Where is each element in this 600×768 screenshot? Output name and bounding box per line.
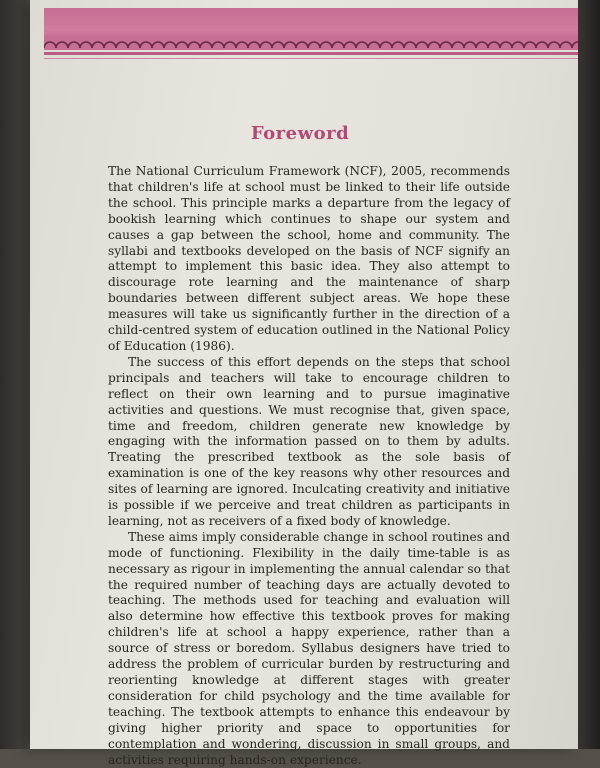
header-rule xyxy=(44,52,578,55)
paragraph: The success of this effort depends on the steps that school principals and teachers will take to encourage children to reflect on their own learning and to pursue imaginative activities and questions. We must recognise that, given space, time and freedom, children generate new knowledge by engaging with the information passed on to them by adults. Treating the prescribed textbook as the sole basis of examination is one of the key reasons why other resources and sites of learning are ignored. Inculcating creativity and initiative is possible if we perceive and treat children as participants in learning, not as receivers of a fixed body of knowledge. xyxy=(108,354,510,528)
paragraph: The National Curriculum Framework (NCF), 2005, recommends that children's life at school must be linked to their life outside the school. This principle marks a departure from the legacy of bookish learning which continues to shape our system and causes a gap between the school, home and community. The syllabi and textbooks developed on the basis of NCF signify an attempt to implement this basic idea. They also attempt to discourage rote learning and the maintenance of sharp boundaries between different subject areas. We hope these measures will take us significantly further in the direction of a child-centred system of education outlined in the National Policy of Education (1986). xyxy=(108,164,510,353)
header-rule-thin xyxy=(44,58,578,59)
book-cover-edge xyxy=(576,0,600,749)
scallop-border xyxy=(44,36,578,50)
page-title: Foreword xyxy=(250,123,350,144)
foreword-body xyxy=(108,164,510,768)
paragraph: These aims imply considerable change in school routines and mode of functioning. Flexibility in the daily time-table is as necessary as rigour in implementing the annual calendar so that the required number of teaching days are actually devoted to teaching. The methods used for teaching and evaluation will also determine how effective this textbook proves for making children's life at school a happy experience, rather than a source of stress or boredom. Syllabus designers have tried to address the problem of curricular burden by restructuring and reorienting knowledge at different stages with greater consideration for child psychology and the time available for teaching. The textbook attempts to enhance this endeavour by giving higher priority and space to opportunities for contemplation and wondering, discussion in small groups, and activities requiring hands-on experience. xyxy=(108,529,510,767)
